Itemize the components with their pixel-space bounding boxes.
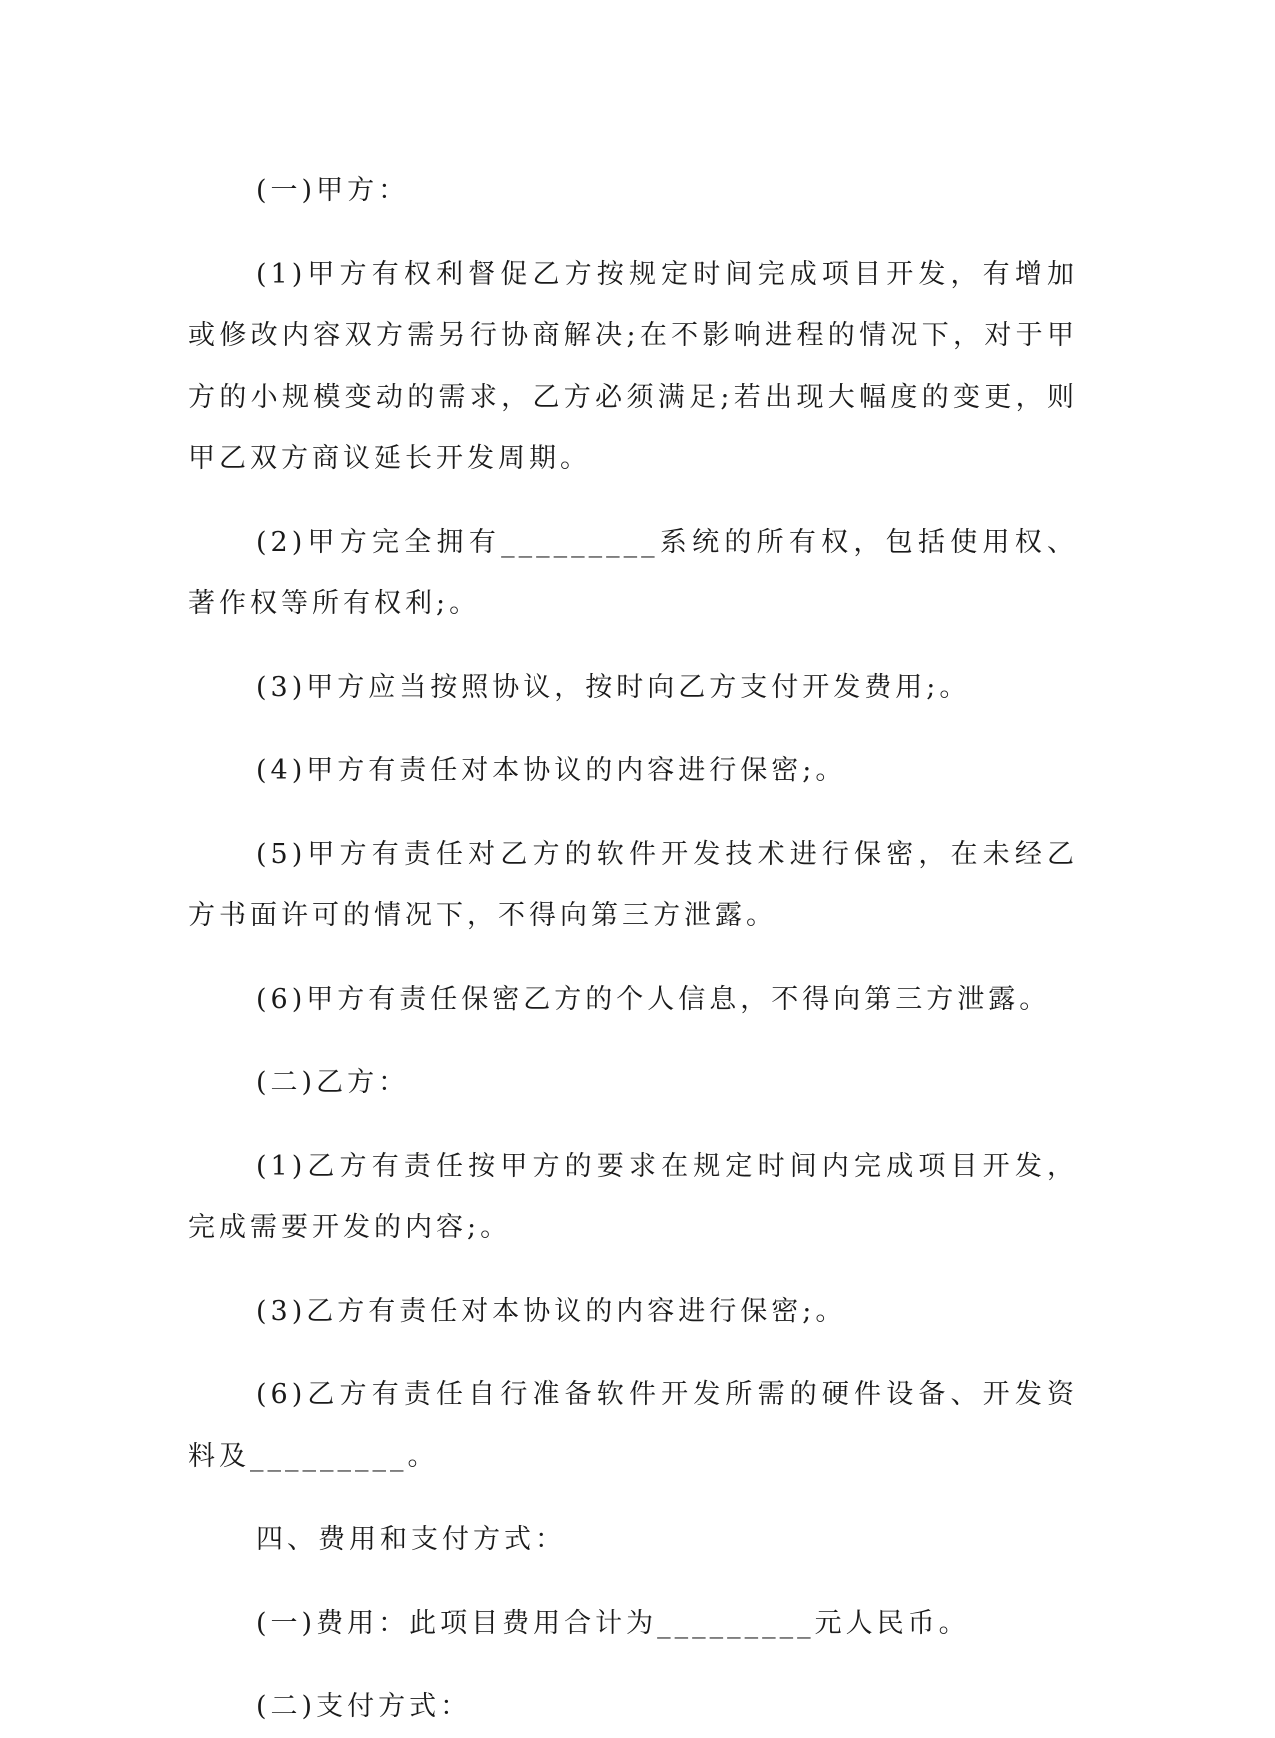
paragraph-party-b-clause-6: (6)乙方有责任自行准备软件开发所需的硬件设备、开发资料及_________。 (188, 1379, 1078, 1472)
paragraph-party-a-clause-6: (6)甲方有责任保密乙方的个人信息，不得向第三方泄露。 (256, 983, 1051, 1015)
paragraph-party-b-clause-3: (3)乙方有责任对本协议的内容进行保密;。 (256, 1295, 847, 1327)
paragraph-party-a-clause-3: (3)甲方应当按照协议，按时向乙方支付开发费用;。 (256, 671, 971, 703)
paragraph-fees: (一)费用：此项目费用合计为_________元人民币。 (256, 1607, 970, 1639)
document-body (188, 160, 1078, 1738)
paragraph-party-a-clause-1: (1)甲方有权利督促乙方按规定时间完成项目开发，有增加或修改内容双方需另行协商解决;在不影响进程的情况下，对于甲方的小规模变动的需求，乙方必须满足;若出现大幅度的变更，则甲乙双方商议延长开发周期。 (188, 258, 1078, 474)
section-heading-fees-payment: 四、费用和支付方式： (256, 1524, 566, 1555)
paragraph-party-a-clause-4: (4)甲方有责任对本协议的内容进行保密;。 (256, 755, 847, 786)
paragraph-party-b-clause-1: (1)乙方有责任按甲方的要求在规定时间内完成项目开发，完成需要开发的内容;。 (188, 1150, 1078, 1243)
paragraph-payment-method: (二)支付方式： (256, 1691, 472, 1722)
paragraph-party-a-heading: (一)甲方： (256, 175, 410, 206)
paragraph-party-a-clause-2: (2)甲方完全拥有_________系统的所有权，包括使用权、著作权等所有权利;。 (188, 526, 1078, 619)
paragraph-party-b-heading: (二)乙方： (256, 1067, 410, 1098)
paragraph-party-a-clause-5: (5)甲方有责任对乙方的软件开发技术进行保密，在未经乙方书面许可的情况下，不得向第三方泄露。 (188, 838, 1078, 931)
